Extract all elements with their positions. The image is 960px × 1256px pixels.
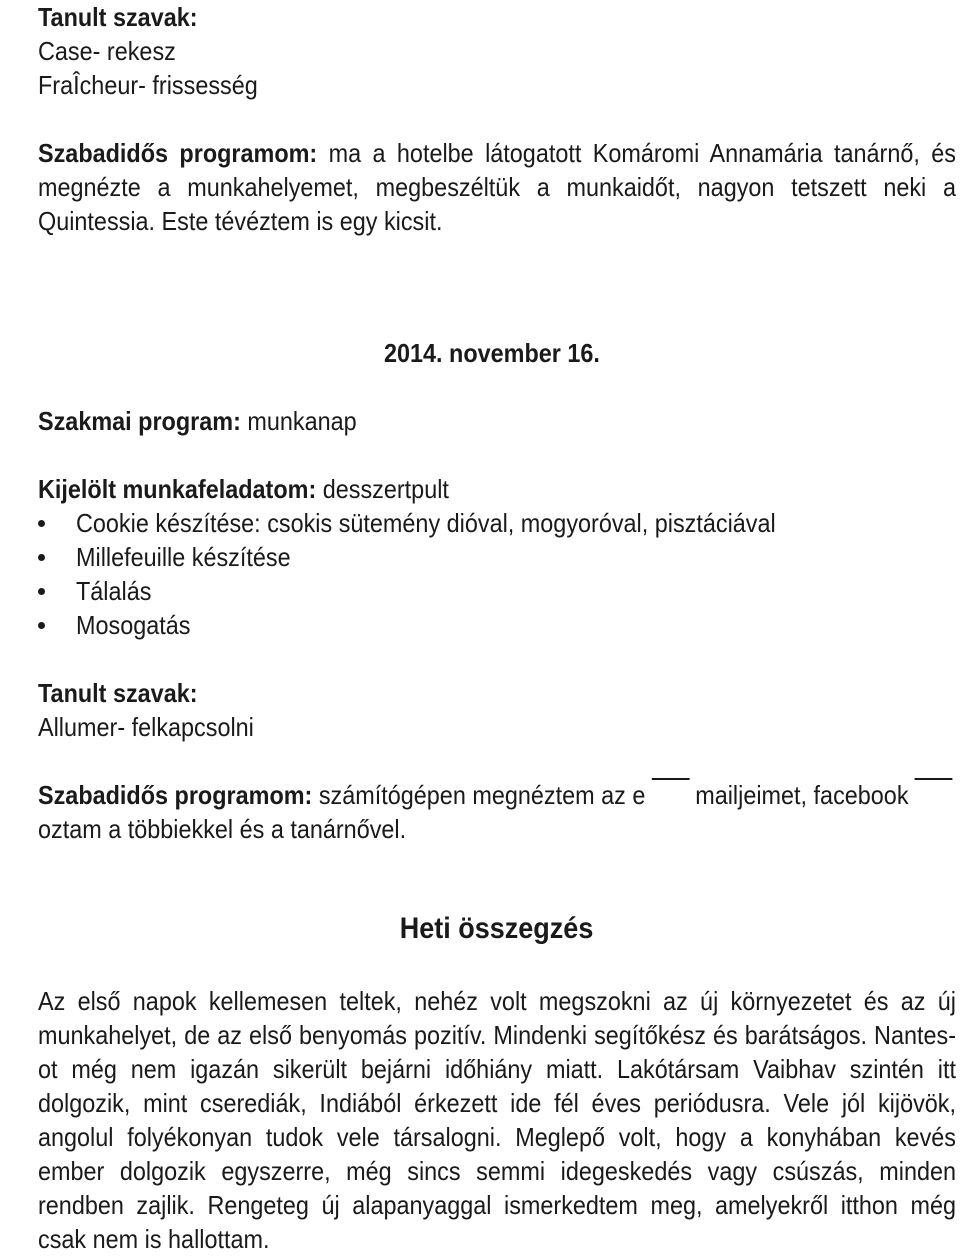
list-item: Mosogatás [38,608,853,642]
summary-paragraph: Az első napok kellemesen teltek, nehéz volt megszokni az új környezetet és az új munkahelyet, de az első benyomás pozitív. Mindenki segítőkész és barátságos. Nantes-ot még nem igazán sikerült bejárni időhiány miatt. Lakótársam Vaibhav szintén itt dolgozik, mint cserediák, Indiából érkezett ide fél éves periódusra. Vele jól kijövök, angolul folyékonyan tudok vele társalogni. Meglepő volt, hogy a konyhában kevés ember dolgozik egyszerre, még sincs semmi idegeskedés vagy csúszás, minden rendben zajlik. Rengeteg új alapanyaggal ismerkedtem meg, amelyekről itthon még csak nem is hallottam. [38,986,956,1254]
learned-words-title-1: Tanult szavak: [38,2,198,32]
learned-word-item: Allumer- felkapcsolni [38,712,254,742]
summary-title: Heti összegzés [400,912,594,945]
document-page [38,0,956,1256]
free-time-paragraph-2: Szabadidős programom: számítógépen megnéztem az e mailjeimet, facebook [38,778,956,812]
bullet-icon [38,588,45,595]
list-item: Tálalás [38,574,853,608]
free-time-label: Szabadidős programom: [38,138,318,168]
free-time-text: ma a hotelbe látogatott Komáromi Annamária tanárnő, és megnézte a munkahelyemet, megbeszéltük a munkaidőt, nagyon tetszett neki a Quintessia. Este tévéztem is egy kicsit. [38,138,956,236]
learned-words-title-2: Tanult szavak: [38,678,198,708]
list-item: Cookie készítése: csokis sütemény dióval, mogyoróval, pisztáciával [38,506,853,540]
bullet-icon [38,554,45,561]
free-time-paragraph-2-line2: oztam a többiekkel és a tanárnővel. [38,814,407,844]
task-label: Kijelölt munkafeladatom: [38,474,317,504]
bullet-icon [38,622,45,629]
learned-word-item: Case- rekesz [38,36,176,66]
task-value: desszertpult [316,474,449,504]
program-value: munkanap [240,406,357,436]
assigned-task [38,472,495,506]
list-item: Millefeuille készítése [38,540,853,574]
entry-date: 2014. november 16. [384,338,600,368]
bullet-icon [38,520,45,527]
dash [915,778,953,780]
program-label: Szakmai program: [38,406,241,436]
learned-word-item: FraÎcheur- frissesség [38,70,258,100]
task-list [38,506,853,642]
professional-program [38,404,392,438]
free-time-label: Szabadidős programom: [38,780,313,810]
free-time-paragraph-1 [38,136,956,238]
dash [651,778,689,780]
